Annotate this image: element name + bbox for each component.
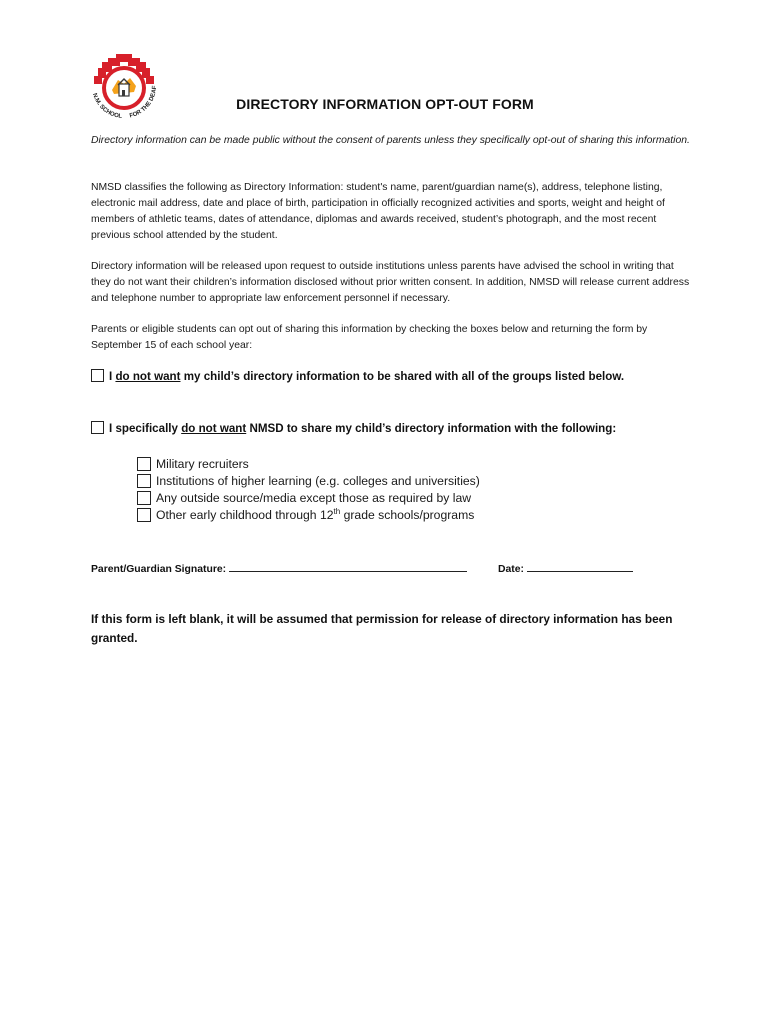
opt-out-all-checkbox[interactable] — [91, 369, 104, 382]
classification-paragraph: NMSD classifies the following as Directory Information: student's name, parent/guardian name(s), address, telephone listing, electronic mail address, date and place of birth, participation in officially recognized activities and sports, weight and height of members of athletic teams, dates of attendance, diplomas and awards received, student’s photograph, and the most recent previous school attended by the student. — [91, 182, 665, 241]
list-item — [137, 507, 480, 524]
group-list — [137, 456, 480, 524]
list-item — [137, 473, 480, 490]
opt-out-all-row — [91, 369, 624, 385]
opt-out-all-suffix: my child’s directory information to be shared with all of the groups listed below. — [180, 370, 625, 383]
logo-text-top: N.M. SCHOOL — [91, 92, 123, 120]
opt-out-all-underlined: do not want — [115, 370, 181, 383]
list-item-label: Other early childhood through 12 — [156, 508, 334, 522]
signature-label: Parent/Guardian Signature: — [91, 564, 227, 575]
list-item — [137, 490, 480, 507]
date-row — [498, 561, 633, 575]
opt-out-specific-suffix: NMSD to share my child’s directory information with the following: — [246, 422, 617, 435]
other-schools-checkbox[interactable] — [137, 508, 151, 522]
outside-media-checkbox[interactable] — [137, 491, 151, 505]
signature-row — [91, 561, 467, 575]
date-label: Date: — [498, 564, 524, 575]
release-paragraph: Directory information will be released upon request to outside institutions unless parents have advised the school in writing that they do not want their children’s information disclosed without prior written consent. In addition, NMSD will release current address and telephone number to appropriate law enforcement personnel if necessary. — [91, 261, 690, 304]
list-item-label: Institutions of higher learning (e.g. colleges and universities) — [156, 474, 480, 488]
list-item-label: Military recruiters — [156, 457, 249, 471]
opt-out-specific-checkbox[interactable] — [91, 421, 104, 434]
opt-out-specific-prefix: I specifically — [109, 422, 182, 435]
opt-out-specific-underlined: do not want — [181, 422, 247, 435]
opt-out-specific-row — [91, 421, 616, 437]
list-item-label: Any outside source/media except those as required by law — [156, 491, 472, 505]
intro-paragraph: Directory information can be made public without the consent of parents unless they specifically opt-out of sharing this information. — [91, 135, 690, 146]
list-item-label-tail: grade schools/programs — [340, 508, 475, 522]
higher-learning-checkbox[interactable] — [137, 474, 151, 488]
page-title: DIRECTORY INFORMATION OPT-OUT FORM — [236, 96, 534, 112]
list-item — [137, 456, 480, 473]
opt-out-all-prefix: I — [109, 370, 116, 383]
instructions-paragraph: Parents or eligible students can opt out of sharing this information by checking the boxes below and returning the form by September 15 of each school year: — [91, 324, 648, 351]
footer-note: If this form is left blank, it will be assumed that permission for release of directory information has been granted. — [91, 612, 673, 645]
date-field[interactable] — [527, 561, 633, 572]
signature-field[interactable] — [229, 561, 467, 572]
ordinal-suffix: th — [333, 507, 341, 516]
logo-text-bottom: FOR THE DEAF — [129, 85, 159, 120]
military-recruiters-checkbox[interactable] — [137, 457, 151, 471]
